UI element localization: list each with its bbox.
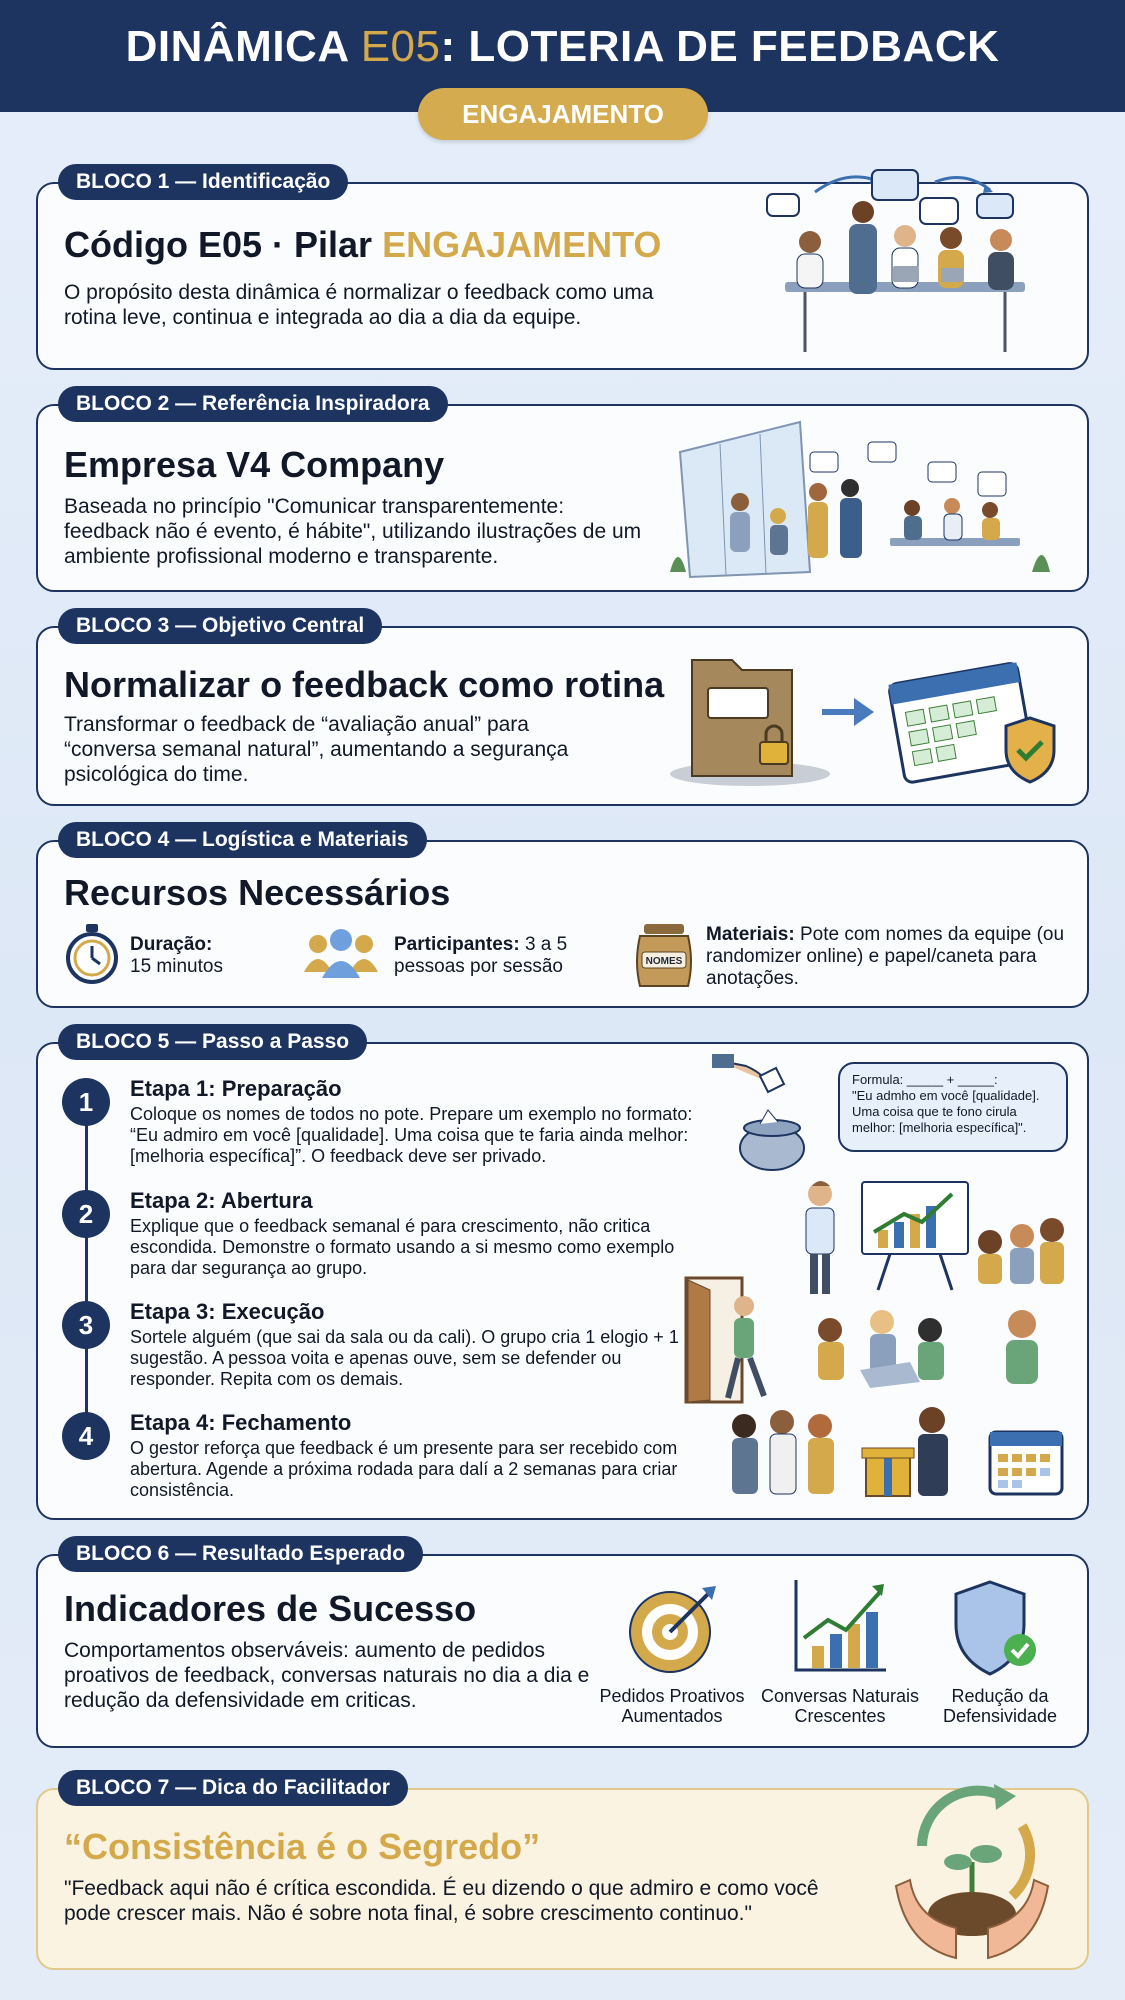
presentation-chart-illustration: [786, 1172, 1072, 1300]
step-3-title: Etapa 3: Execução: [130, 1299, 325, 1324]
step-2-number: 2: [62, 1190, 110, 1238]
growth-hands-icon: [882, 1766, 1062, 1966]
step-4-number: 4: [62, 1412, 110, 1460]
block-4-tab: BLOCO 4 — Logística e Materiais: [58, 822, 427, 858]
block-2-tab: BLOCO 2 — Referência Inspiradora: [58, 386, 448, 422]
step-1-text: Coloque os nomes de todos no pote. Prepare um exemplo no formato: “Eu admiro em você [qualidade]. Uma coisa que te faria ainda melhor: [melhoria específica]”. O feedback deve ser privado.: [130, 1104, 693, 1166]
step-4-title: Etapa 4: Fechamento: [130, 1410, 352, 1435]
block-2-heading: Empresa V4 Company: [64, 444, 445, 485]
block-1-tab: BLOCO 1 — Identificação: [58, 164, 348, 200]
gift-team-illustration: [716, 1402, 966, 1512]
folder-lock-icon: [660, 650, 840, 790]
calendar-shield-icon: [876, 642, 1066, 792]
block-3-tab: BLOCO 3 — Objetivo Central: [58, 608, 382, 644]
pillar-badge: ENGAJAMENTO: [418, 88, 708, 140]
calendar-icon: [986, 1422, 1066, 1498]
formula-speech-bubble: [838, 1062, 1068, 1152]
block-1-text: O propósito desta dinâmica é normalizar o feedback como uma rotina leve, continua e integrada ao dia a dia da equipe.: [64, 281, 654, 329]
participants-info: Participantes: 3 a 5 pessoas por sessão: [394, 934, 568, 977]
arrow-right-icon: [818, 690, 878, 730]
block-7-text: "Feedback aqui não é crítica escondida. É eu dizendo o que admiro e como você pode crescer mais. Não é sobre nota final, é sobre crescimento continuo.": [64, 1877, 819, 1925]
group-discussion-illustration: [800, 1300, 1070, 1400]
modern-office-illustration: [660, 412, 1060, 584]
duration-info: Duração: 15 minutos: [130, 934, 223, 977]
shield-check-icon: [950, 1578, 1040, 1678]
block-7-tab: BLOCO 7 — Dica do Facilitador: [58, 1770, 408, 1806]
indicator-1-label: Pedidos Proativos Aumentados: [599, 1686, 745, 1726]
formula-line-1: Formula: _____ + _____:: [852, 1072, 998, 1087]
step-1-number: 1: [62, 1078, 110, 1126]
block-6-heading: Indicadores de Sucesso: [64, 1588, 477, 1629]
block-6-tab: BLOCO 6 — Resultado Esperado: [58, 1536, 423, 1572]
team-meeting-illustration: [755, 162, 1055, 362]
page-title: DINÂMICA E05: LOTERIA DE FEEDBACK: [125, 22, 1000, 71]
block-1-heading: Código E05 · Pilar ENGAJAMENTO: [64, 224, 662, 265]
door-exit-illustration: [680, 1276, 790, 1406]
block-6-text: Comportamentos observáveis: aumento de pedidos proativos de feedback, conversas naturais no dia a dia e redução da defensividade em criticas.: [64, 1639, 590, 1712]
indicator-2-label: Conversas Naturais Crescentes: [760, 1686, 920, 1726]
step-2-text: Explique que o feedback semanal é para crescimento, não critica escondida. Demonstre o formato usando a si mesmo como exemplo para dar segurança ao grupo.: [130, 1216, 675, 1278]
block-4-heading: Recursos Necessários: [64, 872, 451, 913]
svg-text:NOMES: NOMES: [645, 956, 683, 967]
step-3-text: Sortele alguém (que sai da sala ou da cali). O grupo cria 1 elogio + 1 sugestão. A pessoa voita e apenas ouve, sem se defender ou responder. Repita com os demais.: [130, 1327, 679, 1389]
block-3-text: Transformar o feedback de “avaliação anual” para “conversa semanal natural”, aumentando a segurança psicológica do time.: [64, 713, 569, 786]
target-icon: [622, 1578, 722, 1678]
step-2-title: Etapa 2: Abertura: [130, 1188, 313, 1213]
block-7-heading: “Consistência é o Segredo”: [64, 1826, 541, 1867]
participants-icon: [300, 926, 382, 982]
stopwatch-icon: [64, 922, 120, 986]
step-1-title: Etapa 1: Preparação: [130, 1076, 342, 1101]
materials-info: Materiais: Pote com nomes da equipe (ou randomizer online) e papel/caneta para anotações.: [706, 924, 1065, 989]
step-3-number: 3: [62, 1301, 110, 1349]
names-jar-icon: [632, 922, 696, 990]
hand-drawing-name-illustration: [712, 1052, 832, 1172]
steps-timeline-line: [85, 1102, 88, 1438]
step-4-text: O gestor reforça que feedback é um presente para ser recebido com abertura. Agende a próxima rodada para dalí a 2 semanas para criar consistência.: [130, 1438, 678, 1500]
formula-line-2: "Eu admho em você [qualidade]. Uma coisa que te fono cirula melhor: [melhoria específica]".: [852, 1088, 1040, 1135]
block-3-heading: Normalizar o feedback como rotina: [64, 664, 665, 705]
block-5-tab: BLOCO 5 — Passo a Passo: [58, 1024, 367, 1060]
block-2-text: Baseada no princípio "Comunicar transparentemente: feedback não é evento, é hábite", utilizando ilustrações de um ambiente profissional moderno e transparente.: [64, 495, 642, 568]
growth-chart-icon: [790, 1576, 890, 1676]
indicator-3-label: Redução da Defensividade: [942, 1686, 1058, 1726]
